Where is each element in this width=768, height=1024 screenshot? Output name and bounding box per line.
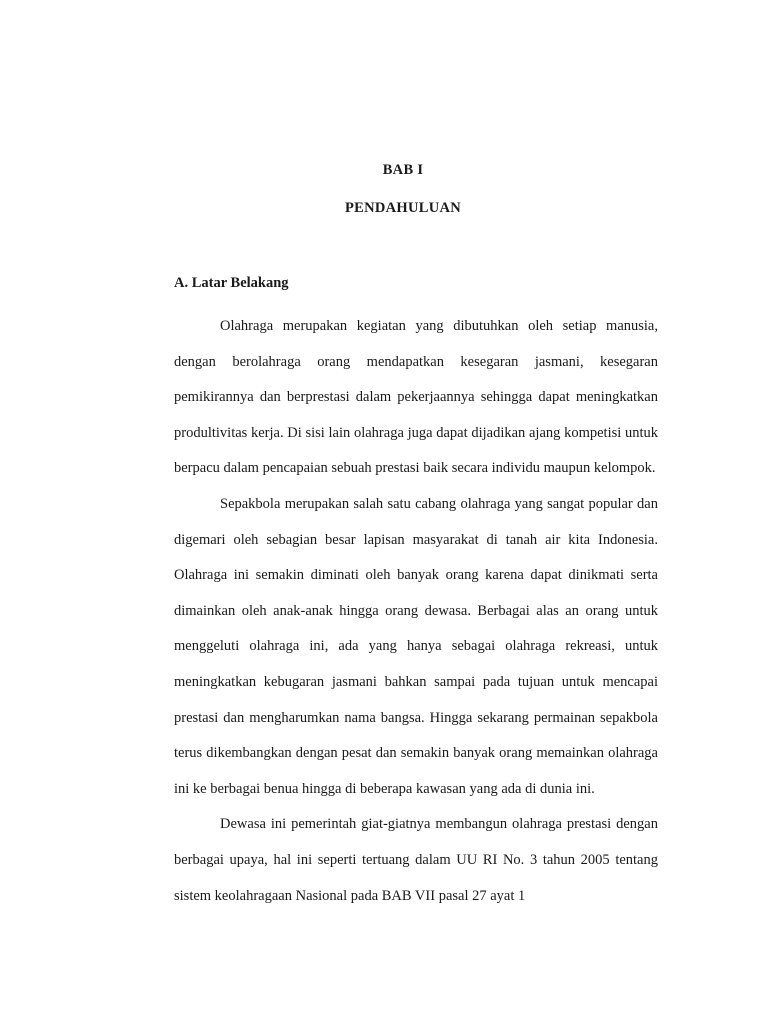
body-text bbox=[174, 309, 658, 914]
chapter-title: PENDAHULUAN bbox=[344, 200, 462, 216]
section-heading: A. Latar Belakang bbox=[174, 275, 289, 291]
paragraph-3: Dewasa ini pemerintah giat-giatnya membangun olahraga prestasi dengan berbagai upaya, hal ini seperti tertuang dalam UU RI No. 3 tahun 2005 tentang sistem keolahragaan Nasional pada BAB VII pasal 27 ayat 1 bbox=[174, 816, 658, 904]
paragraph-1: Olahraga merupakan kegiatan yang dibutuhkan oleh setiap manusia, dengan berolahraga orang mendapatkan kesegaran jasmani, kesegaran pemikirannya dan berprestasi dalam pekerjaannya sehingga dapat meningkatkan produltivitas kerja. Di sisi lain olahraga juga dapat dijadikan ajang kompetisi untuk berpacu dalam pencapaian sebuah prestasi baik secara individu maupun kelompok. bbox=[174, 318, 658, 477]
paragraph-2: Sepakbola merupakan salah satu cabang olahraga yang sangat popular dan digemari oleh sebagian besar lapisan masyarakat di tanah air kita Indonesia. Olahraga ini semakin diminati oleh banyak orang karena dapat dinikmati serta dimainkan oleh anak-anak hingga orang dewasa. Berbagai alas an orang untuk menggeluti olahraga ini, ada yang hanya sebagai olahraga rekreasi, untuk meningkatkan kebugaran jasmani bahkan sampai pada tujuan untuk mencapai prestasi dan mengharumkan nama bangsa. Hingga sekarang permainan sepakbola terus dikembangkan dengan pesat dan semakin banyak orang memainkan olahraga ini ke berbagai benua hingga di beberapa kawasan yang ada di dunia ini. bbox=[174, 495, 658, 797]
chapter-number: BAB I bbox=[382, 162, 424, 178]
